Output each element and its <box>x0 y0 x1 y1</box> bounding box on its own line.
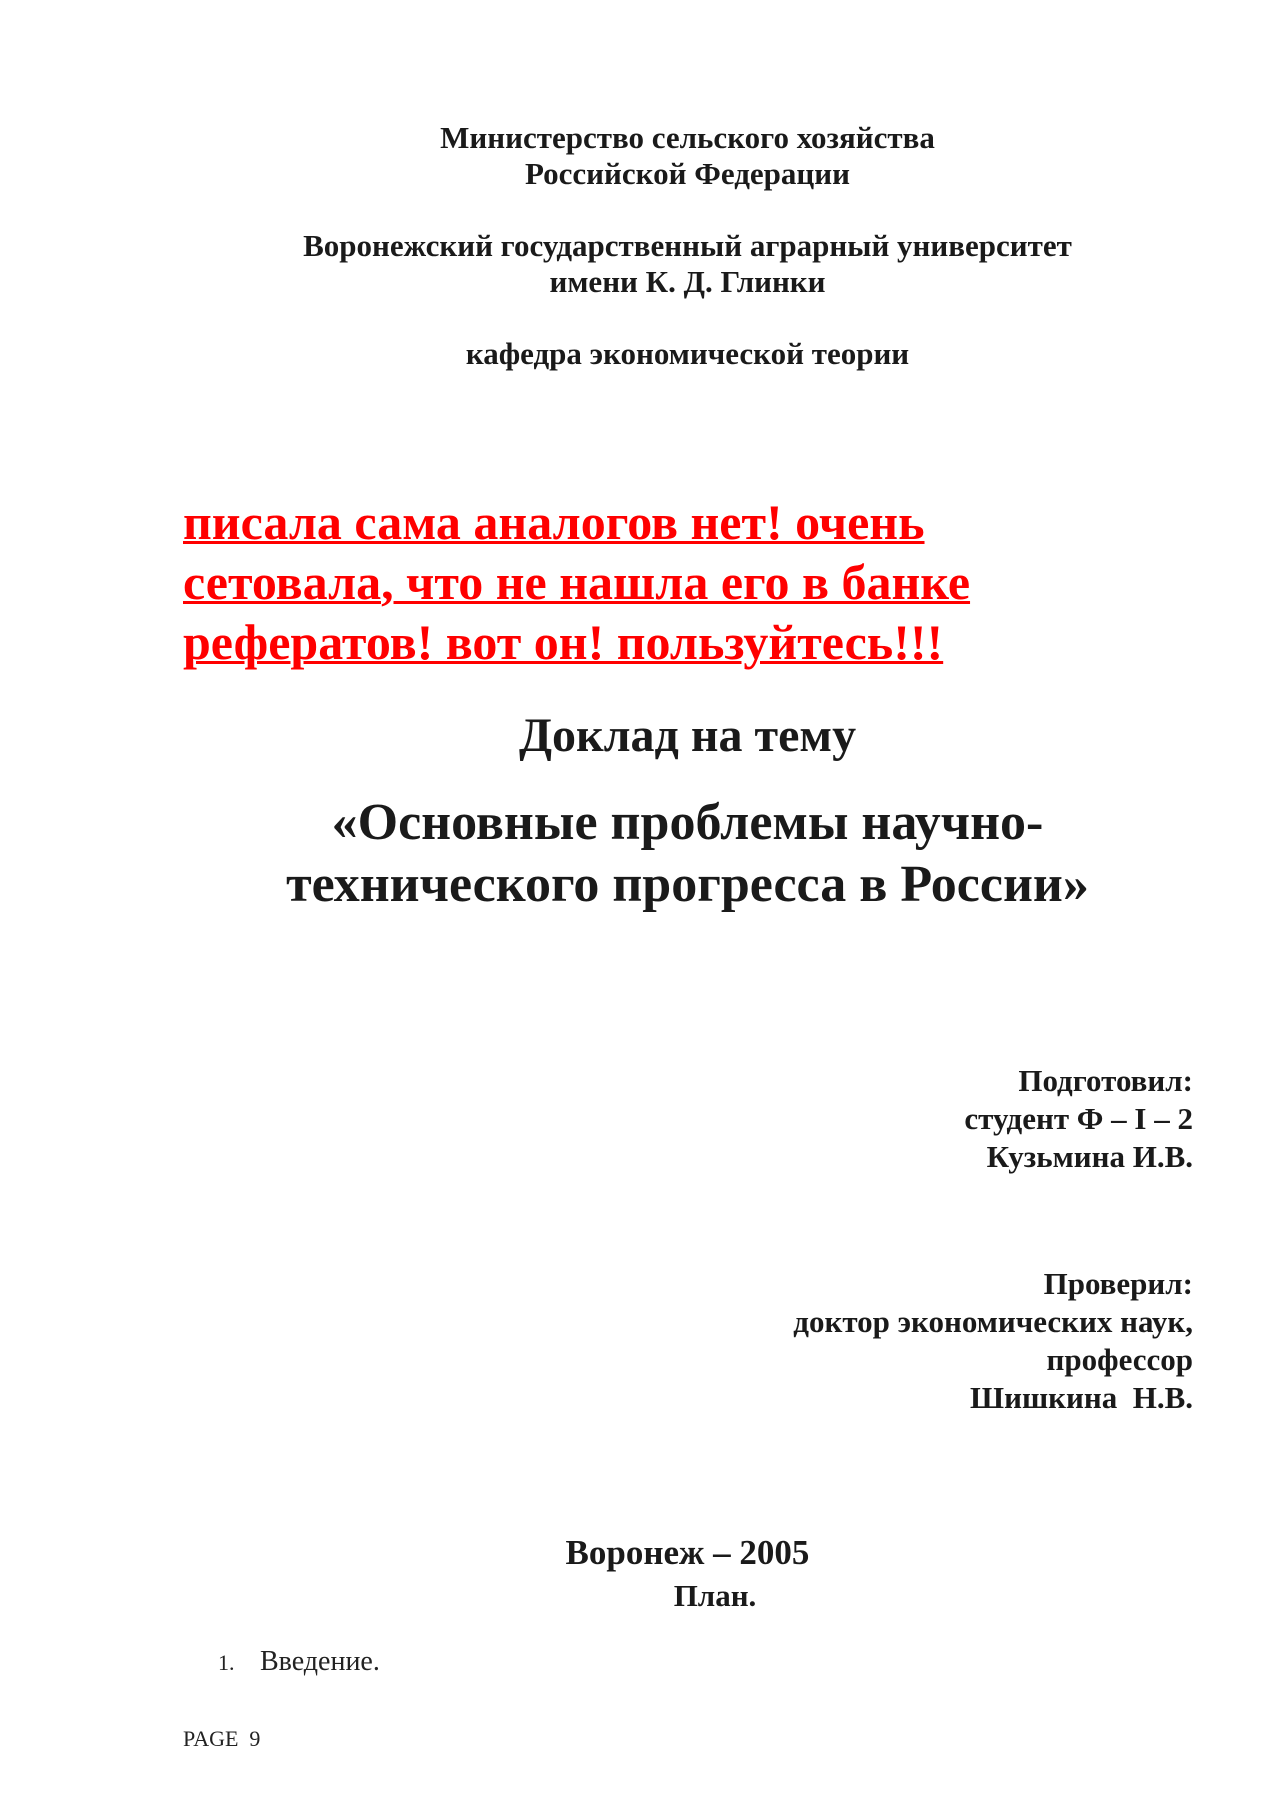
promo-note-line3: рефератов! вот он! пользуйтесь!!! <box>183 614 944 670</box>
title-page-header <box>0 120 1280 372</box>
plan-item-number: 1. <box>218 1650 235 1675</box>
ministry-name-line2: Российской Федерации <box>525 156 850 191</box>
checked-by-degree: доктор экономических наук, <box>793 1304 1193 1339</box>
checked-by-position: профессор <box>1046 1342 1193 1377</box>
prepared-by-name: Кузьмина И.В. <box>986 1139 1193 1174</box>
prepared-by-role: студент Ф – I – 2 <box>964 1101 1193 1136</box>
city-year: Воронеж – 2005 <box>565 1533 810 1572</box>
report-title-line2: технического прогресса в России» <box>286 856 1089 913</box>
university-name-line2: имени К. Д. Глинки <box>549 264 826 299</box>
checked-by-block <box>793 1265 1193 1417</box>
promo-note <box>183 492 1163 672</box>
report-type: Доклад на тему <box>518 709 857 762</box>
plan-list <box>218 1645 380 1680</box>
list-item <box>218 1645 380 1680</box>
page-footer: PAGE 9 <box>183 1726 261 1751</box>
checked-by-name: Шишкина Н.В. <box>970 1380 1193 1415</box>
department-name: кафедра экономической теории <box>465 336 910 371</box>
prepared-by-label: Подготовил: <box>1018 1063 1193 1098</box>
promo-note-line1: писала сама аналогов нет! очень <box>183 494 925 550</box>
ministry-name-line1: Министерство сельского хозяйства <box>440 120 935 155</box>
university-name-line1: Воронежский государственный аграрный университет <box>303 228 1072 263</box>
report-title <box>0 792 1280 916</box>
checked-by-label: Проверил: <box>1043 1266 1193 1301</box>
report-title-line1: «Основные проблемы научно- <box>331 794 1044 851</box>
plan-heading: План. <box>673 1578 757 1613</box>
plan-item-text: Введение. <box>260 1646 380 1677</box>
prepared-by-block <box>964 1062 1193 1176</box>
promo-note-line2: сетовала, что не нашла его в банке <box>183 554 971 610</box>
